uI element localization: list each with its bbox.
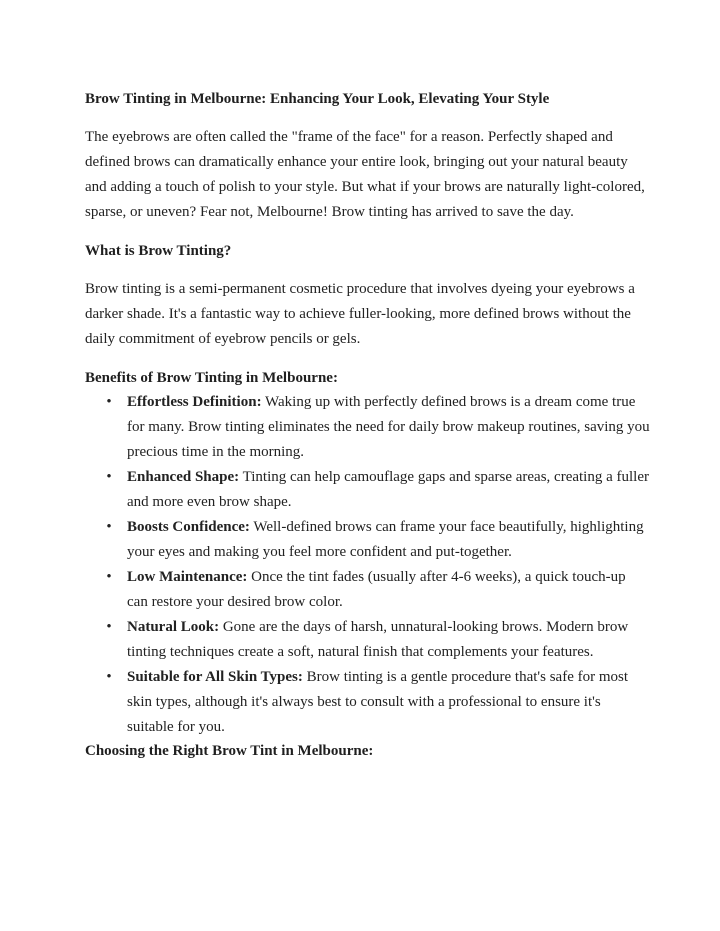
- list-item: [85, 615, 650, 665]
- benefits-heading: Benefits of Brow Tinting in Melbourne:: [85, 370, 338, 386]
- list-item: [85, 565, 650, 615]
- benefit-text: Tinting can help camouflage gaps and sparse areas, creating a fuller and more even brow shape.: [127, 469, 649, 510]
- bullet-icon: •: [106, 394, 112, 410]
- list-item: [85, 390, 650, 465]
- benefit-term: Low Maintenance:: [127, 569, 248, 585]
- benefit-text: Once the tint fades (usually after 4-6 weeks), a quick touch-up can restore your desired brow color.: [127, 569, 626, 610]
- list-item: [85, 665, 650, 740]
- bullet-icon: •: [106, 619, 112, 635]
- benefit-term: Enhanced Shape:: [127, 469, 240, 485]
- bullet-icon: •: [106, 469, 112, 485]
- intro-paragraph: The eyebrows are often called the "frame of the face" for a reason. Perfectly shaped and defined brows can dramatically enhance your entire look, bringing out your natural beauty and adding a touch of polish to your style. But what if your brows are naturally light-colored, sparse, or uneven? Fear not, Melbourne! Brow tinting has arrived to save the day.: [85, 129, 645, 220]
- bullet-icon: •: [106, 669, 112, 685]
- document-page: [85, 88, 650, 762]
- bullet-icon: •: [106, 519, 112, 535]
- page-title: Brow Tinting in Melbourne: Enhancing Your Look, Elevating Your Style: [85, 91, 550, 107]
- benefit-term: Suitable for All Skin Types:: [127, 669, 303, 685]
- what-is-brow-tinting-paragraph: Brow tinting is a semi-permanent cosmetic procedure that involves dyeing your eyebrows a darker shade. It's a fantastic way to achieve fuller-looking, more defined brows without the daily commitment of eyebrow pencils or gels.: [85, 281, 635, 347]
- benefit-term: Natural Look:: [127, 619, 220, 635]
- bullet-icon: •: [106, 569, 112, 585]
- list-item: [85, 465, 650, 515]
- benefit-text: Brow tinting is a gentle procedure that's safe for most skin types, although it's always best to consult with a professional to ensure it's suitable for you.: [127, 669, 629, 735]
- list-item: [85, 515, 650, 565]
- benefit-text: Well-defined brows can frame your face beautifully, highlighting your eyes and making you feel more confident and put-together.: [127, 519, 644, 560]
- benefit-term: Effortless Definition:: [127, 394, 262, 410]
- benefit-text: Gone are the days of harsh, unnatural-looking brows. Modern brow tinting techniques create a soft, natural finish that complements your features.: [127, 619, 629, 660]
- what-is-brow-tinting-heading: What is Brow Tinting?: [85, 243, 232, 259]
- benefit-term: Boosts Confidence:: [127, 519, 250, 535]
- benefit-text: Waking up with perfectly defined brows is a dream come true for many. Brow tinting eliminates the need for daily brow makeup routines, saving you precious time in the morning.: [127, 394, 650, 460]
- choosing-heading: Choosing the Right Brow Tint in Melbourne:: [85, 743, 374, 759]
- benefits-list: [85, 390, 650, 740]
